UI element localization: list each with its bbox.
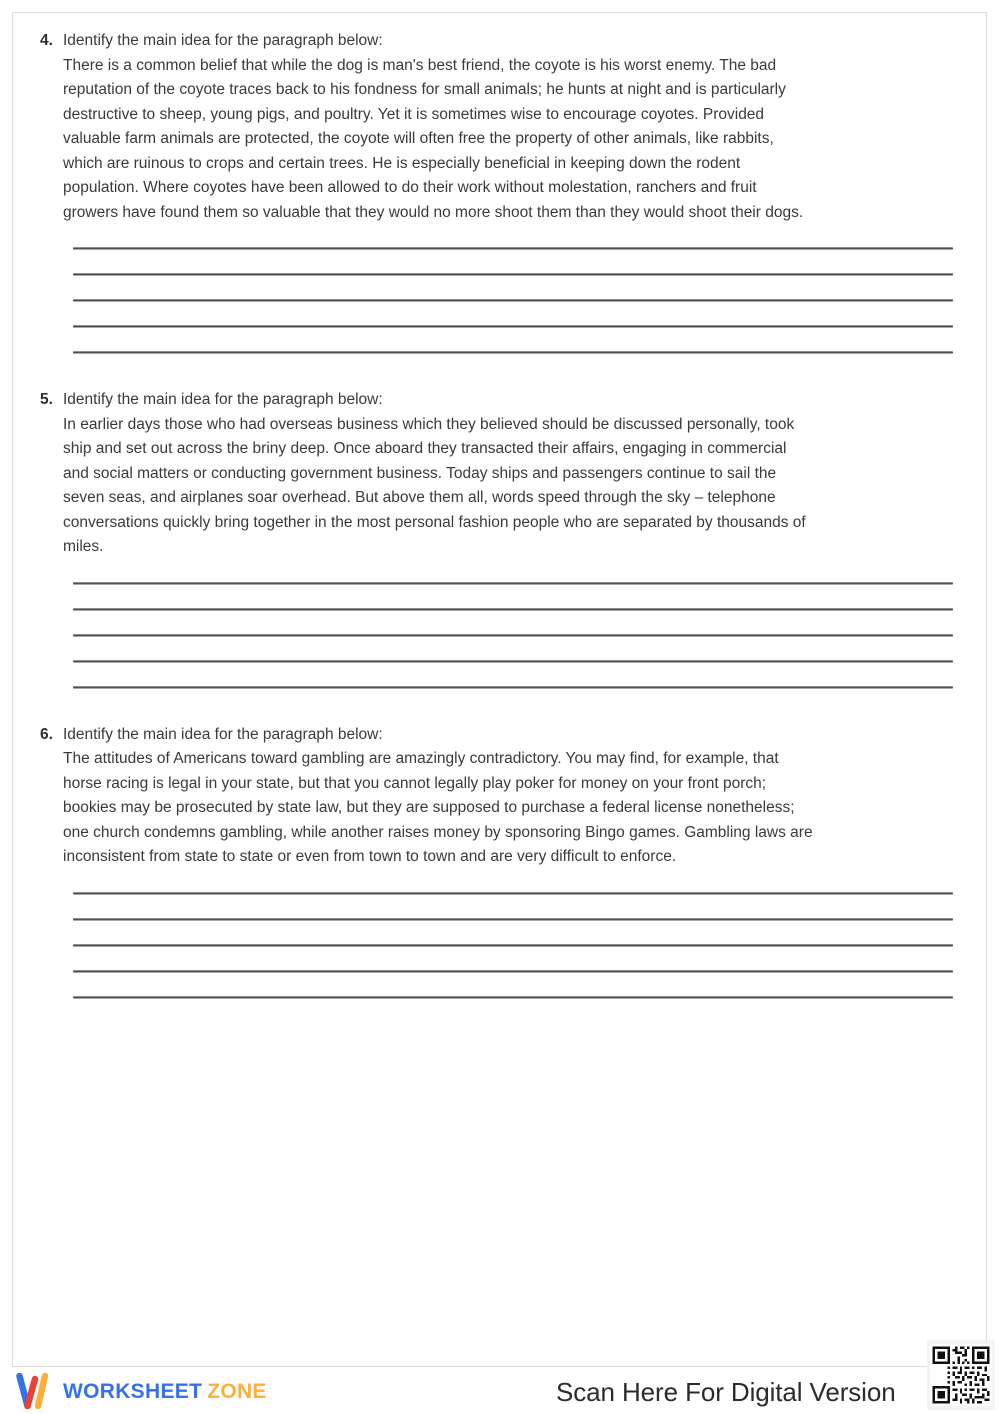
question-number-5: 5. [40, 391, 53, 408]
worksheet-zone-logo[interactable] [16, 1369, 267, 1413]
question-paragraph-6: The attitudes of Americans toward gambling are amazingly contradictory. You may find, for example, that horse racing is legal in your state, but that you cannot legally play poker for money on your front porch; bookies may be prosecuted by state law, but they are supposed to purchase a federal license nonetheless; one church condemns gambling, while another raises money by sponsoring Bingo games. Gambling laws are inconsistent from state to state or even from town to town and are very difficult to enforce. [63, 750, 813, 865]
answer-line[interactable] [73, 918, 953, 921]
answer-line[interactable] [73, 247, 953, 250]
logo-w-icon [16, 1373, 56, 1409]
question-prompt-6: Identify the main idea for the paragraph below: [63, 725, 383, 743]
question-block-4 [37, 29, 950, 354]
logo-word-worksheet: WORKSHEET [63, 1379, 203, 1403]
answer-line[interactable] [73, 351, 953, 354]
question-body-5 [63, 388, 815, 560]
answer-lines-5 [37, 582, 950, 689]
section-gap [37, 689, 950, 723]
worksheet-content [13, 13, 986, 999]
answer-line[interactable] [73, 582, 953, 585]
answer-line[interactable] [73, 686, 953, 689]
question-header-5 [37, 388, 950, 560]
scan-here-label: Scan Here For Digital Version [556, 1377, 896, 1407]
question-paragraph-4: There is a common belief that while the dog is man's best friend, the coyote is his worst enemy. The bad reputation of the coyote traces back to his fondness for small animals; he hunts at night and is particularly destructive to sheep, young pigs, and poultry. Yet it is sometimes wise to encourage coyotes. Provided valuable farm animals are protected, the coyote will often free the property of other animals, like rabbits, which are ruinous to crops and certain trees. He is especially beneficial in keeping down the rodent population. Where coyotes have been allowed to do their work without molestation, ranchers and fruit growers have found them so valuable that they would no more shoot them than they would shoot their dogs. [63, 56, 804, 221]
logo-wordmark [63, 1381, 267, 1402]
question-header-6 [37, 723, 950, 870]
page-footer [0, 1368, 1000, 1414]
question-paragraph-5: In earlier days those who had overseas business which they believed should be discussed personally, took ship and set out across the briny deep. Once aboard they transacted their affairs, engaging in commercial and social matters or conducting government business. Today ships and passengers continue to sail the seven seas, and airplanes soar overhead. But above them all, words speed through the sky – telephone conversations quickly bring together in the most personal fashion people who are separated by thousands of miles. [63, 415, 806, 555]
logo-word-zone: ZONE [207, 1379, 267, 1403]
question-body-4 [63, 29, 815, 225]
answer-lines-6 [37, 892, 950, 999]
answer-line[interactable] [73, 892, 953, 895]
question-block-6 [37, 723, 950, 999]
question-body-6 [63, 723, 815, 870]
question-prompt-5: Identify the main idea for the paragraph below: [63, 391, 383, 408]
worksheet-page [12, 12, 987, 1367]
section-gap [37, 354, 950, 388]
answer-line[interactable] [73, 273, 953, 276]
question-number-4: 4. [40, 32, 53, 49]
answer-line[interactable] [73, 325, 953, 328]
question-header-4 [37, 29, 950, 225]
qr-code-icon[interactable] [927, 1340, 995, 1410]
answer-line[interactable] [73, 970, 953, 973]
answer-lines-4 [37, 247, 950, 354]
answer-line[interactable] [73, 660, 953, 663]
answer-line[interactable] [73, 299, 953, 302]
question-number-6: 6. [40, 725, 53, 743]
question-block-5 [37, 388, 950, 689]
answer-line[interactable] [73, 634, 953, 637]
question-prompt-4: Identify the main idea for the paragraph below: [63, 32, 383, 49]
answer-line[interactable] [73, 608, 953, 611]
answer-line[interactable] [73, 944, 953, 947]
answer-line[interactable] [73, 996, 953, 999]
